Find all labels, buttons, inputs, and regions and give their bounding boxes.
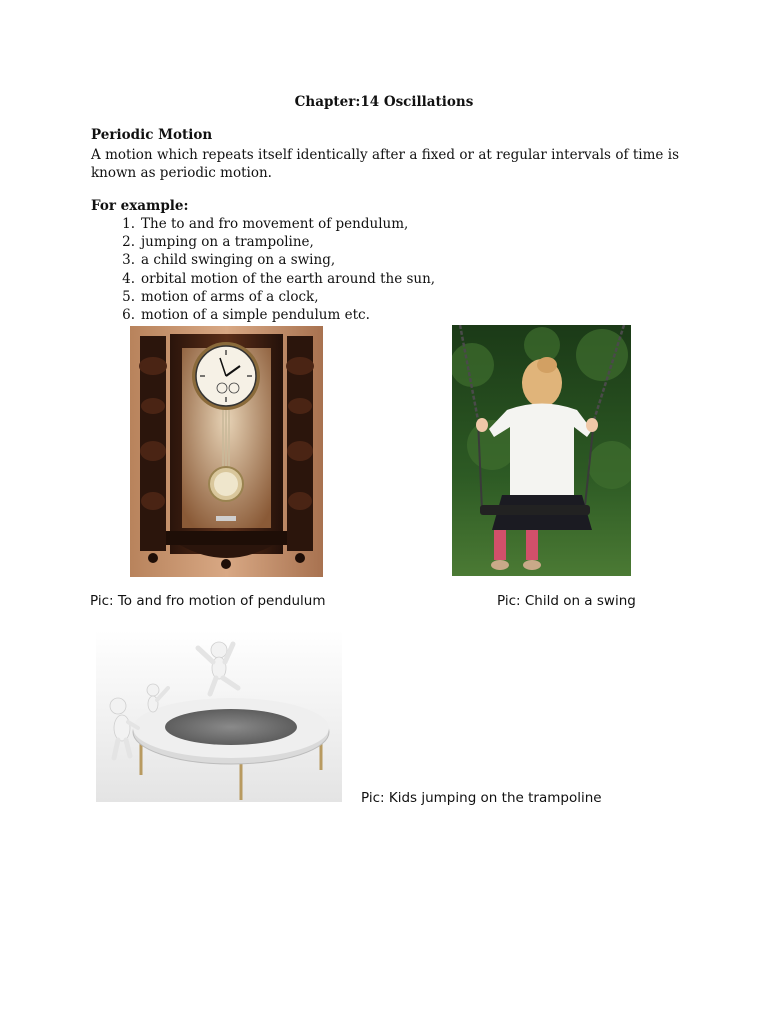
list-item: 4. orbital motion of the earth around the sun, bbox=[122, 270, 436, 287]
trampoline-image bbox=[96, 630, 342, 802]
section-heading: Periodic Motion bbox=[91, 127, 213, 143]
child-swing-image bbox=[452, 325, 631, 576]
pendulum-clock-image bbox=[130, 326, 323, 577]
trampoline-caption: Pic: Kids jumping on the trampoline bbox=[361, 790, 602, 806]
list-item: 3. a child swinging on a swing, bbox=[122, 252, 336, 269]
swing-caption: Pic: Child on a swing bbox=[497, 593, 636, 609]
list-item: 5. motion of arms of a clock, bbox=[122, 288, 319, 305]
pendulum-caption: Pic: To and fro motion of pendulum bbox=[90, 593, 326, 609]
definition-paragraph: A motion which repeats itself identically after a fixed or at regular intervals of time is known as periodic motion. bbox=[91, 147, 679, 181]
chapter-title: Chapter:14 Oscillations bbox=[294, 94, 474, 110]
examples-list bbox=[91, 215, 435, 324]
list-item: 2. jumping on a trampoline, bbox=[122, 234, 314, 251]
list-item: 1. The to and fro movement of pendulum, bbox=[122, 216, 409, 232]
list-item: 6. motion of a simple pendulum etc. bbox=[122, 307, 370, 324]
examples-heading: For example: bbox=[91, 198, 189, 214]
